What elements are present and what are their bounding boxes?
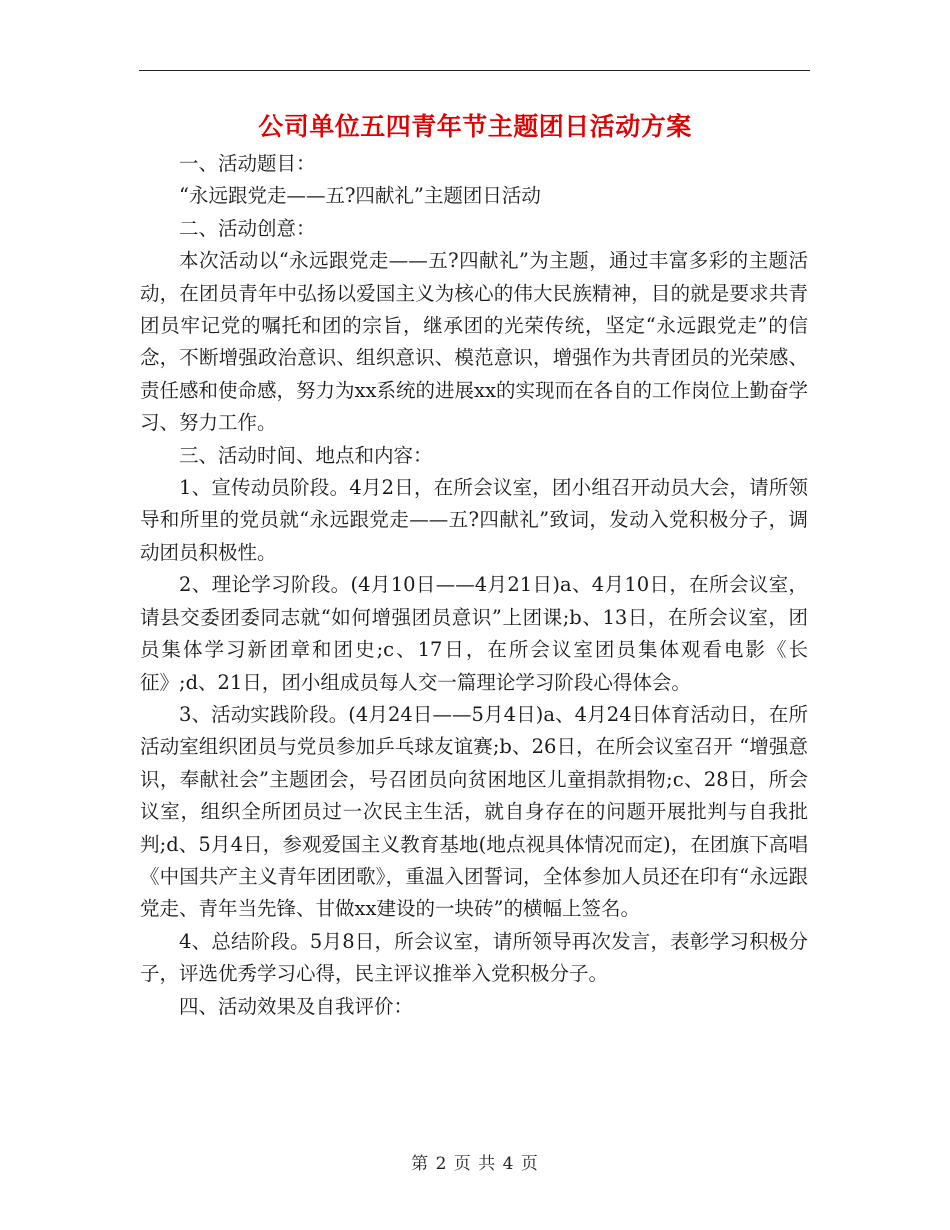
document-body (140, 148, 808, 1023)
paragraph-stage-3: 3、活动实践阶段。(4月24日——5月4日)a、4月24日体育活动日，在所活动室组织团员与党员参加乒乓球友谊赛;b、26日，在所会议室召开 “增强意识，奉献社会”主题团会，号召团员向贫困地区儿童捐款捐物;c、28日，所会议室，组织全所团员过一次民主生活，就自身存在的问题开展批判与自我批判;d、5月4日，参观爱国主义教育基地(地点视具体情况而定)，在团旗下高唱《中国共产主义青年团团歌》，重温入团誓词，全体参加人员还在印有“永远跟党走、青年当先锋、甘做xx建设的一块砖”的横幅上签名。 (140, 702, 808, 921)
document-title: 公司单位五四青年节主题团日活动方案 (258, 112, 692, 141)
header-rule (139, 70, 810, 71)
section-heading-2: 二、活动创意： (179, 216, 316, 240)
section-heading-3: 三、活动时间、地点和内容： (179, 443, 433, 467)
page-number-footer: 第 2 页 共 4 页 (411, 1154, 539, 1174)
paragraph-stage-1: 1、宣传动员阶段。4月2日，在所会议室，团小组召开动员大会，请所领导和所里的党员就“永远跟党走——五?四献礼”致词，发动入党积极分子，调动团员积极性。 (140, 476, 808, 564)
section-heading-1: 一、活动题目： (179, 152, 316, 175)
section-heading-4: 四、活动效果及自我评价： (179, 994, 414, 1018)
paragraph-creative: 本次活动以“永远跟党走——五?四献礼”为主题，通过丰富多彩的主题活动，在团员青年中弘扬以爱国主义为核心的伟大民族精神，目的就是要求共青团员牢记党的嘱托和团的宗旨，继承团的光荣传统，坚定“永远跟党走”的信念，不断增强政治意识、组织意识、模范意识，增强作为共青团员的光荣感、责任感和使命感，努力为xx系统的进展xx的实现而在各自的工作岗位上勤奋学习、努力工作。 (140, 249, 808, 435)
paragraph-stage-4: 4、总结阶段。5月8日，所会议室，请所领导再次发言，表彰学习积极分子，评选优秀学习心得，民主评议推举入党积极分子。 (140, 929, 808, 986)
activity-title: “永远跟党走——五?四献礼”主题团日活动 (179, 184, 541, 208)
paragraph-stage-2: 2、理论学习阶段。(4月10日——4月21日)a、4月10日，在所会议室，请县交委团委同志就“如何增强团员意识”上团课;b、13日，在所会议室，团员集体学习新团章和团史;c、17日，在所会议室团员集体观看电影《长征》;d、21日，团小组成员每人交一篇理论学习阶段心得体会。 (140, 573, 808, 694)
